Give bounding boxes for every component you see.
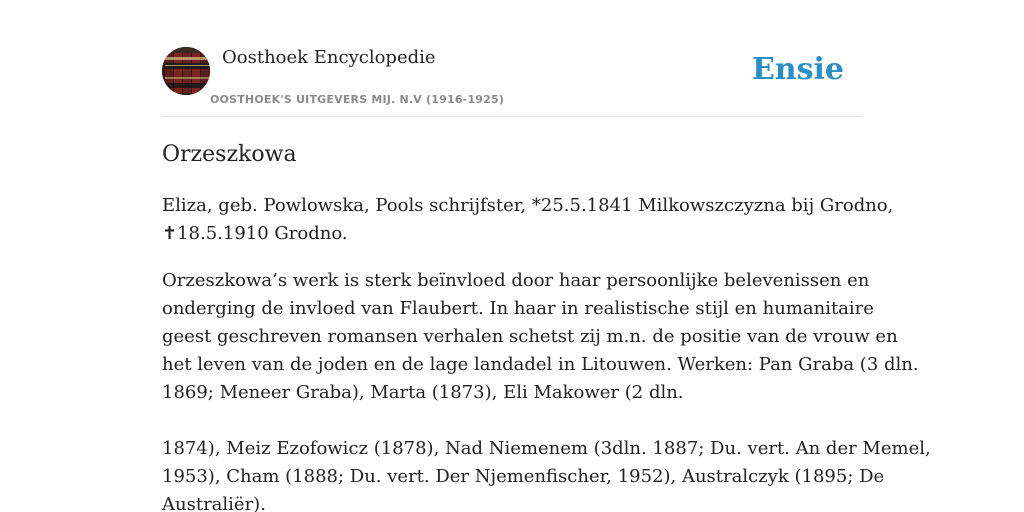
text-line: het leven van de joden en de lage landadel in Litouwen. Werken: Pan Graba (3 dln. [162, 354, 919, 375]
text-line: 1953), Cham (1888; Du. vert. Der Njemenfischer, 1952), Australczyk (1895; De [162, 466, 885, 487]
text-line: 1869; Meneer Graba), Marta (1873), Eli Makower (2 dln. [162, 382, 684, 403]
text-line: Australiër). [162, 494, 266, 512]
text-line: 1874), Meiz Ezofowicz (1878), Nad Niemenem (3dln. 1887; Du. vert. An der Memel, [162, 438, 931, 459]
article-paragraph [162, 267, 931, 512]
article-body [162, 192, 931, 512]
blank-line [162, 407, 868, 435]
text-line: Orzeszkowa’s werk is sterk beïnvloed door haar persoonlijke belevenissen en [162, 270, 870, 291]
brand-logo[interactable]: Ensie [751, 52, 844, 87]
text-line: geest geschreven romansen verhalen schetst zij m.n. de positie van de vrouw en [162, 326, 898, 347]
encyclopedia-books-icon[interactable] [162, 47, 210, 95]
site-header [162, 46, 862, 117]
page-title: Orzeszkowa [162, 142, 297, 167]
site-title[interactable]: Oosthoek Encyclopedie [222, 47, 436, 68]
text-line: ✝18.5.1910 Grodno. [162, 223, 348, 244]
text-line: Eliza, geb. Powlowska, Pools schrijfster, *25.5.1841 Milkowszczyzna bij Grodno, [162, 195, 894, 216]
text-line: onderging de invloed van Flaubert. In haar in realistische stijl en humanitaire [162, 298, 874, 319]
publisher-label: OOSTHOEK'S UITGEVERS MIJ. N.V (1916-1925) [210, 93, 505, 106]
article-paragraph [162, 192, 894, 248]
